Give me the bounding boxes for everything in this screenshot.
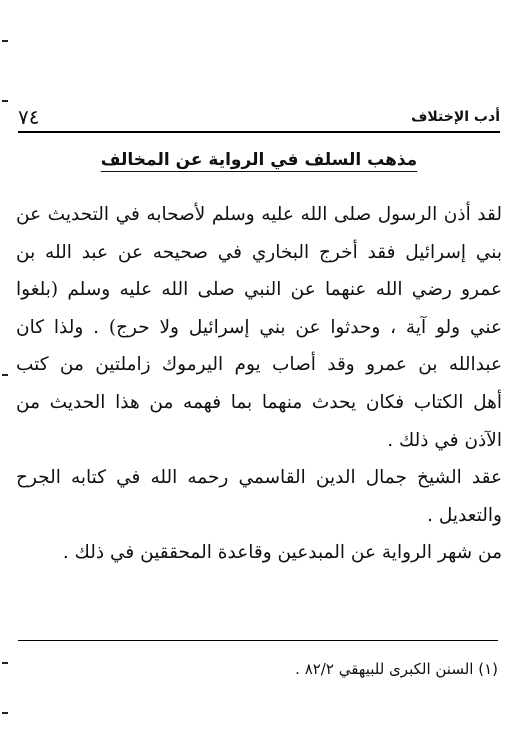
footnote: (١) السنن الكبرى للبيهقي ٨٢/٢ .: [295, 660, 498, 678]
body-text: [16, 196, 502, 572]
body-line: بني إسرائيل فقد أخرج البخاري في صحيحه عن عبد الله بن: [16, 241, 502, 263]
footnote-rule: [18, 640, 498, 641]
scan-edge-mark: [2, 40, 8, 42]
scan-edge-mark: [2, 712, 8, 714]
section-title: مذهب السلف في الرواية عن المخالف: [100, 150, 418, 170]
body-line: والتعديل .: [427, 504, 502, 526]
book-title: أدب الإختلاف: [411, 109, 500, 125]
scan-edge-mark: [2, 662, 8, 664]
page-number: ٧٤: [18, 105, 40, 129]
scan-edge-mark: [2, 100, 8, 102]
body-line: عبدالله بن عمرو وقد أصاب يوم اليرموك زاملتين من كتب: [16, 354, 502, 376]
body-line: لقد أذن الرسول صلى الله عليه وسلم لأصحابه في التحديث عن: [16, 204, 502, 225]
header-rule: [18, 131, 500, 133]
body-line: أهل الكتاب فكان يحدث منهما بما فهمه من هذا الحديث من: [16, 391, 502, 413]
body-line: عني ولو آية ، وحدثوا عن بني إسرائيل ولا حرج) . ولذا كان: [16, 316, 502, 338]
body-line: عمرو رضي الله عنهما عن النبي صلى الله عليه وسلم (بلغوا: [16, 279, 502, 301]
body-line: الآذن في ذلك .: [387, 429, 502, 451]
body-line: من شهر الرواية عن المبدعين وقاعدة المحققين في ذلك .: [62, 542, 502, 564]
scan-edge-mark: [2, 374, 8, 376]
body-line: عقد الشيخ جمال الدين القاسمي رحمه الله في كتابه الجرح: [16, 467, 502, 489]
page-header: [18, 104, 500, 130]
